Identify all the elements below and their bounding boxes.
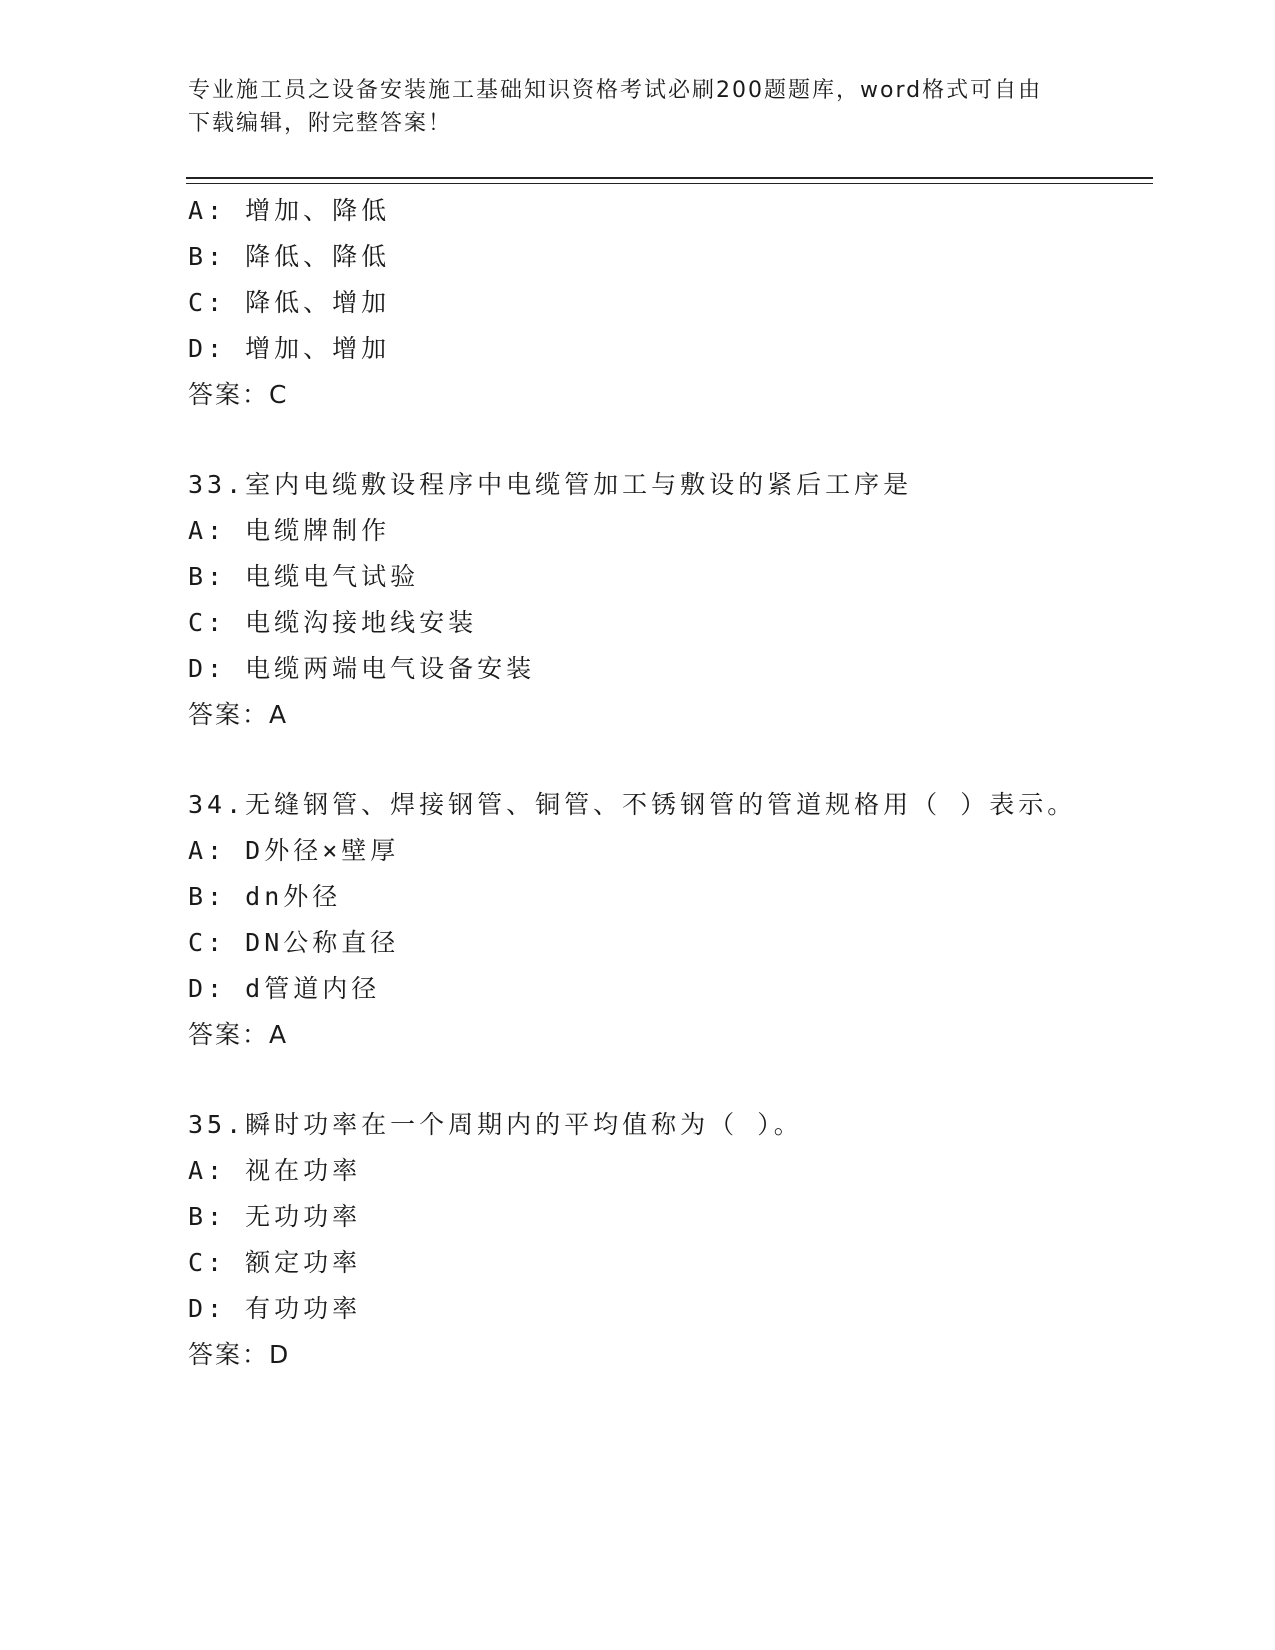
question-text: 33.室内电缆敷设程序中电缆管加工与敷设的紧后工序是 [188,470,913,499]
option-b: B: 电缆电气试验 [188,562,420,591]
answer-line: 答案：D [188,1340,291,1369]
option-c: C: DN公称直径 [188,928,400,957]
option-a: A: D外径×壁厚 [188,836,400,865]
question-32-continuation [188,188,1148,418]
answer-line: 答案：C [188,380,289,409]
option-b: B: 无功功率 [188,1202,362,1231]
option-d: D: 电缆两端电气设备安装 [188,654,536,683]
option-b: B: dn外径 [188,882,342,911]
question-34 [188,782,1148,1058]
question-text: 35.瞬时功率在一个周期内的平均值称为（ ）。 [188,1110,803,1139]
answer-line: 答案：A [188,1020,289,1049]
question-text: 34.无缝钢管、焊接钢管、铜管、不锈钢管的管道规格用（ ）表示。 [188,790,1077,819]
header-divider-thick [186,177,1153,179]
option-c: C: 额定功率 [188,1248,362,1277]
option-a: A: 增加、降低 [188,196,391,225]
option-c: C: 降低、增加 [188,288,391,317]
answer-line: 答案：A [188,700,289,729]
spacer [188,1058,1148,1102]
option-d: D: 增加、增加 [188,334,391,363]
spacer [188,418,1148,462]
option-d: D: 有功功率 [188,1294,362,1323]
option-a: A: 电缆牌制作 [188,516,391,545]
option-d: D: d管道内径 [188,974,381,1003]
option-b: B: 降低、降低 [188,242,391,271]
question-35 [188,1102,1148,1378]
header-title-line2: 下载编辑，附完整答案！ [188,111,453,136]
header-divider-thin [186,183,1153,184]
question-33 [188,462,1148,738]
option-c: C: 电缆沟接地线安装 [188,608,478,637]
document-header [188,74,1088,140]
header-title-line1: 专业施工员之设备安装施工基础知识资格考试必刷200题题库，word格式可自由 [188,78,1043,103]
spacer [188,738,1148,782]
option-a: A: 视在功率 [188,1156,362,1185]
question-list [188,188,1148,1378]
